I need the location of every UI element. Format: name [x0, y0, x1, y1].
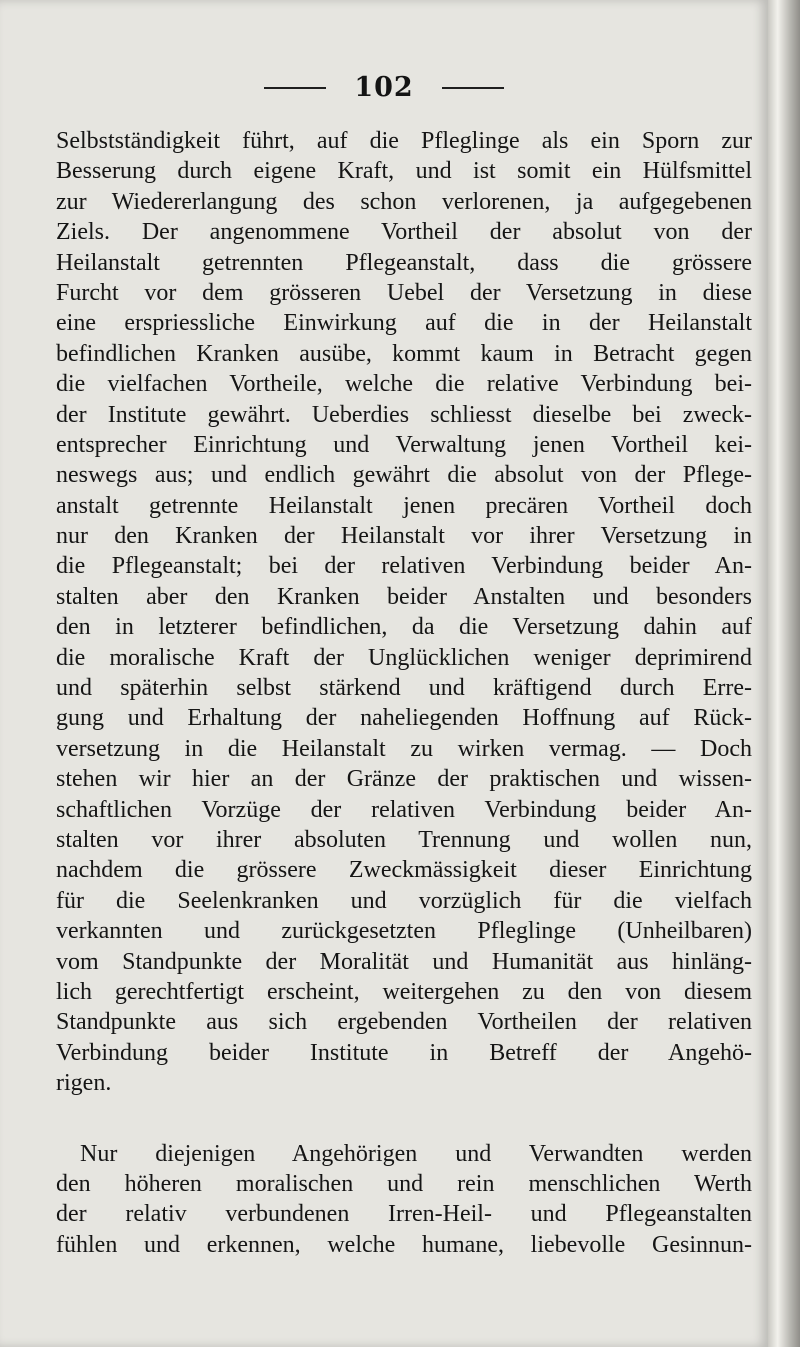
text-line: den höheren moralischen und rein menschlichen Werth — [56, 1170, 752, 1197]
text-line: Selbstständigkeit führt, auf die Pfleglinge als ein Sporn zur — [56, 128, 752, 154]
text-line: entsprecher Einrichtung und Verwaltung jenen Vortheil kei- — [56, 431, 752, 458]
text-line: anstalt getrennte Heilanstalt jenen precären Vortheil doch — [56, 492, 752, 519]
text-line: Heilanstalt getrennten Pflegeanstalt, dass die grössere — [56, 249, 752, 276]
body-text — [56, 126, 752, 1260]
text-line: für die Seelenkranken und vorzüglich für die vielfach — [56, 887, 752, 914]
text-line: die vielfachen Vortheile, welche die relative Verbindung bei- — [56, 371, 752, 398]
text-line: schaftlichen Vorzüge der relativen Verbindung beider An- — [56, 796, 752, 823]
text-line: stehen wir hier an der Gränze der praktischen und wissen- — [56, 766, 752, 793]
text-line: lich gerechtfertigt erscheint, weitergehen zu den von diesem — [56, 978, 752, 1005]
text-line: Ziels. Der angenommene Vortheil der absolut von der — [56, 219, 752, 246]
text-line: versetzung in die Heilanstalt zu wirken vermag. — Doch — [56, 735, 752, 762]
text-line: Besserung durch eigene Kraft, und ist somit ein Hülfsmittel — [56, 158, 752, 185]
text-line: gung und Erhaltung der naheliegenden Hoffnung auf Rück- — [56, 705, 752, 732]
text-line: Nur diejenigen Angehörigen und Verwandten werden — [80, 1140, 752, 1167]
text-line: neswegs aus; und endlich gewährt die absolut von der Pflege- — [56, 462, 752, 489]
text-line: eine erspriessliche Einwirkung auf die in der Heilanstalt — [56, 310, 752, 337]
text-line: fühlen und erkennen, welche humane, liebevolle Gesinnun- — [56, 1231, 752, 1258]
text-line: und späterhin selbst stärkend und kräftigend durch Erre- — [56, 675, 752, 702]
page-number: 102 — [354, 72, 414, 103]
header-rule-left — [264, 87, 326, 89]
page-header — [0, 72, 768, 103]
text-line: den in letzterer befindlichen, da die Versetzung dahin auf — [56, 614, 752, 641]
text-line: stalten vor ihrer absoluten Trennung und wollen nun, — [56, 826, 752, 853]
text-line: der relativ verbundenen Irren-Heil- und Pflegeanstalten — [56, 1201, 752, 1228]
text-line: Furcht vor dem grösseren Uebel der Versetzung in diese — [56, 279, 752, 306]
text-line: die Pflegeanstalt; bei der relativen Verbindung beider An- — [56, 553, 752, 580]
text-line: die moralische Kraft der Unglücklichen weniger deprimirend — [56, 644, 752, 671]
text-line: stalten aber den Kranken beider Anstalten und besonders — [56, 583, 752, 610]
text-line: verkannten und zurückgesetzten Pfleglinge (Unheilbaren) — [56, 918, 752, 945]
text-line: nur den Kranken der Heilanstalt vor ihrer Versetzung in — [56, 523, 752, 550]
text-line: Standpunkte aus sich ergebenden Vortheilen der relativen — [56, 1009, 752, 1036]
text-line: vom Standpunkte der Moralität und Humanität aus hinläng- — [56, 948, 752, 975]
text-line: der Institute gewährt. Ueberdies schliesst dieselbe bei zweck- — [56, 401, 752, 428]
header-rule-right — [442, 87, 504, 89]
text-line: nachdem die grössere Zweckmässigkeit dieser Einrichtung — [56, 857, 752, 884]
text-line: Verbindung beider Institute in Betreff der Angehö- — [56, 1039, 752, 1066]
text-line: rigen. — [56, 1070, 112, 1097]
text-line: zur Wiedererlangung des schon verlorenen, ja aufgegebenen — [56, 188, 752, 215]
text-line: befindlichen Kranken ausübe, kommt kaum in Betracht gegen — [56, 340, 752, 367]
book-edge — [768, 0, 800, 1347]
